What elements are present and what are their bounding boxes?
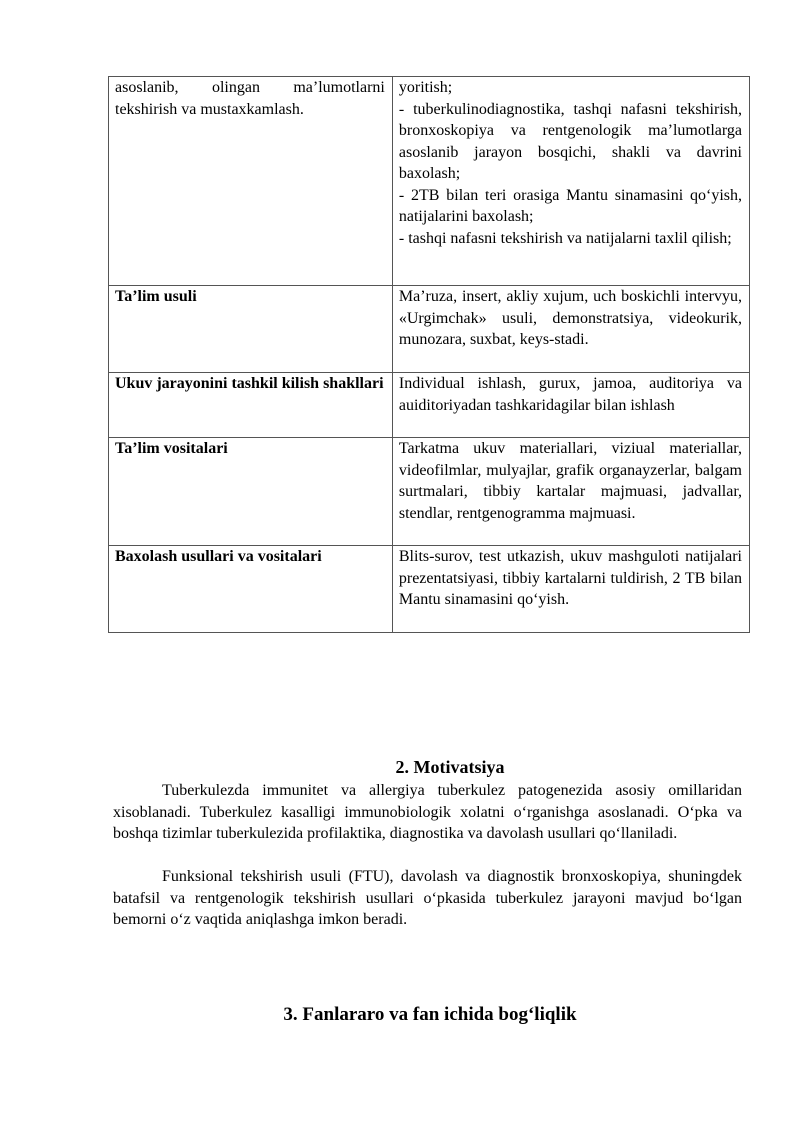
- row-label: Ukuv jarayonini tashkil kilish shakllari: [109, 373, 393, 438]
- section-heading-interdisciplinary: 3. Fanlararo va fan ichida bog‘liqlik: [283, 1004, 577, 1025]
- table-row: [109, 373, 750, 438]
- table-row: [109, 438, 750, 546]
- row-value: [392, 373, 749, 438]
- value-line: Tarkatma ukuv materiallari, viziual materiallar, videofilmlar, mulyajlar, grafik organayzerlar, balgam surtmalari, tibbiy kartalar majmuasi, jadvallar, stendlar, rentgenogramma majmuasi.: [398, 440, 742, 522]
- value-line: yoritish;: [398, 79, 453, 96]
- row-value: [392, 438, 749, 546]
- row-label: Baxolash usullari va vositalari: [109, 546, 393, 633]
- value-line: Blits-surov, test utkazish, ukuv mashguloti natijalari prezentatsiyasi, tibbiy kartalarni tuldirish, 2 TB bilan Mantu sinamasini qo‘yish.: [398, 548, 742, 608]
- row-label: Ta’lim vositalari: [109, 438, 393, 546]
- row-value: [392, 546, 749, 633]
- value-line: - tashqi nafasni tekshirish va natijalarni taxlil qilish;: [398, 229, 732, 247]
- table-row: [109, 77, 750, 286]
- section-heading-motivation: 2. Motivatsiya: [395, 757, 505, 777]
- paragraph: Tuberkulezda immunitet va allergiya tuberkulez patogenezida asosiy omillaridan xisoblanadi. Tuberkulez kasalligi immunobiologik xolatni o‘rganishga asoslanadi. O‘pka va boshqa tizimlar tuberkulezida profilaktika, diagnostika va davolash usullari qo‘llaniladi.: [113, 782, 742, 842]
- table-row: [109, 286, 750, 373]
- value-line: Ma’ruza, insert, akliy xujum, uch boskichli intervyu, «Urgimchak» usuli, demonstratsiya, videokurik, munozara, suxbat, keys-stadi.: [398, 288, 742, 348]
- row-value: [392, 77, 749, 286]
- lesson-plan-table: [108, 76, 750, 633]
- row-label: asoslanib, olingan ma’lumotlarni tekshirish va mustaxkamlash.: [109, 77, 393, 286]
- value-line: - 2TB bilan teri orasiga Mantu sinamasini qo‘yish, natijalarini baxolash;: [398, 186, 742, 225]
- row-value: [392, 286, 749, 373]
- value-line: Individual ishlash, gurux, jamoa, auditoriya va auiditoriyadan tashkaridagilar bilan ishlash: [398, 375, 742, 414]
- value-line: - tuberkulinodiagnostika, tashqi nafasni tekshirish, bronxoskopiya va rentgenologik ma’lumotlarga asoslanib jarayon bosqichi, shakli va davrini baxolash;: [398, 100, 742, 182]
- row-label: Ta’lim usuli: [109, 286, 393, 373]
- paragraph: Funksional tekshirish usuli (FTU), davolash va diagnostik bronxoskopiya, shuningdek batafsil va rentgenologik tekshirish usullari o‘pkasida tuberkulez jarayoni mavjud bo‘lgan bemorni o‘z vaqtida aniqlashga imkon beradi.: [113, 868, 742, 928]
- table-row: [109, 546, 750, 633]
